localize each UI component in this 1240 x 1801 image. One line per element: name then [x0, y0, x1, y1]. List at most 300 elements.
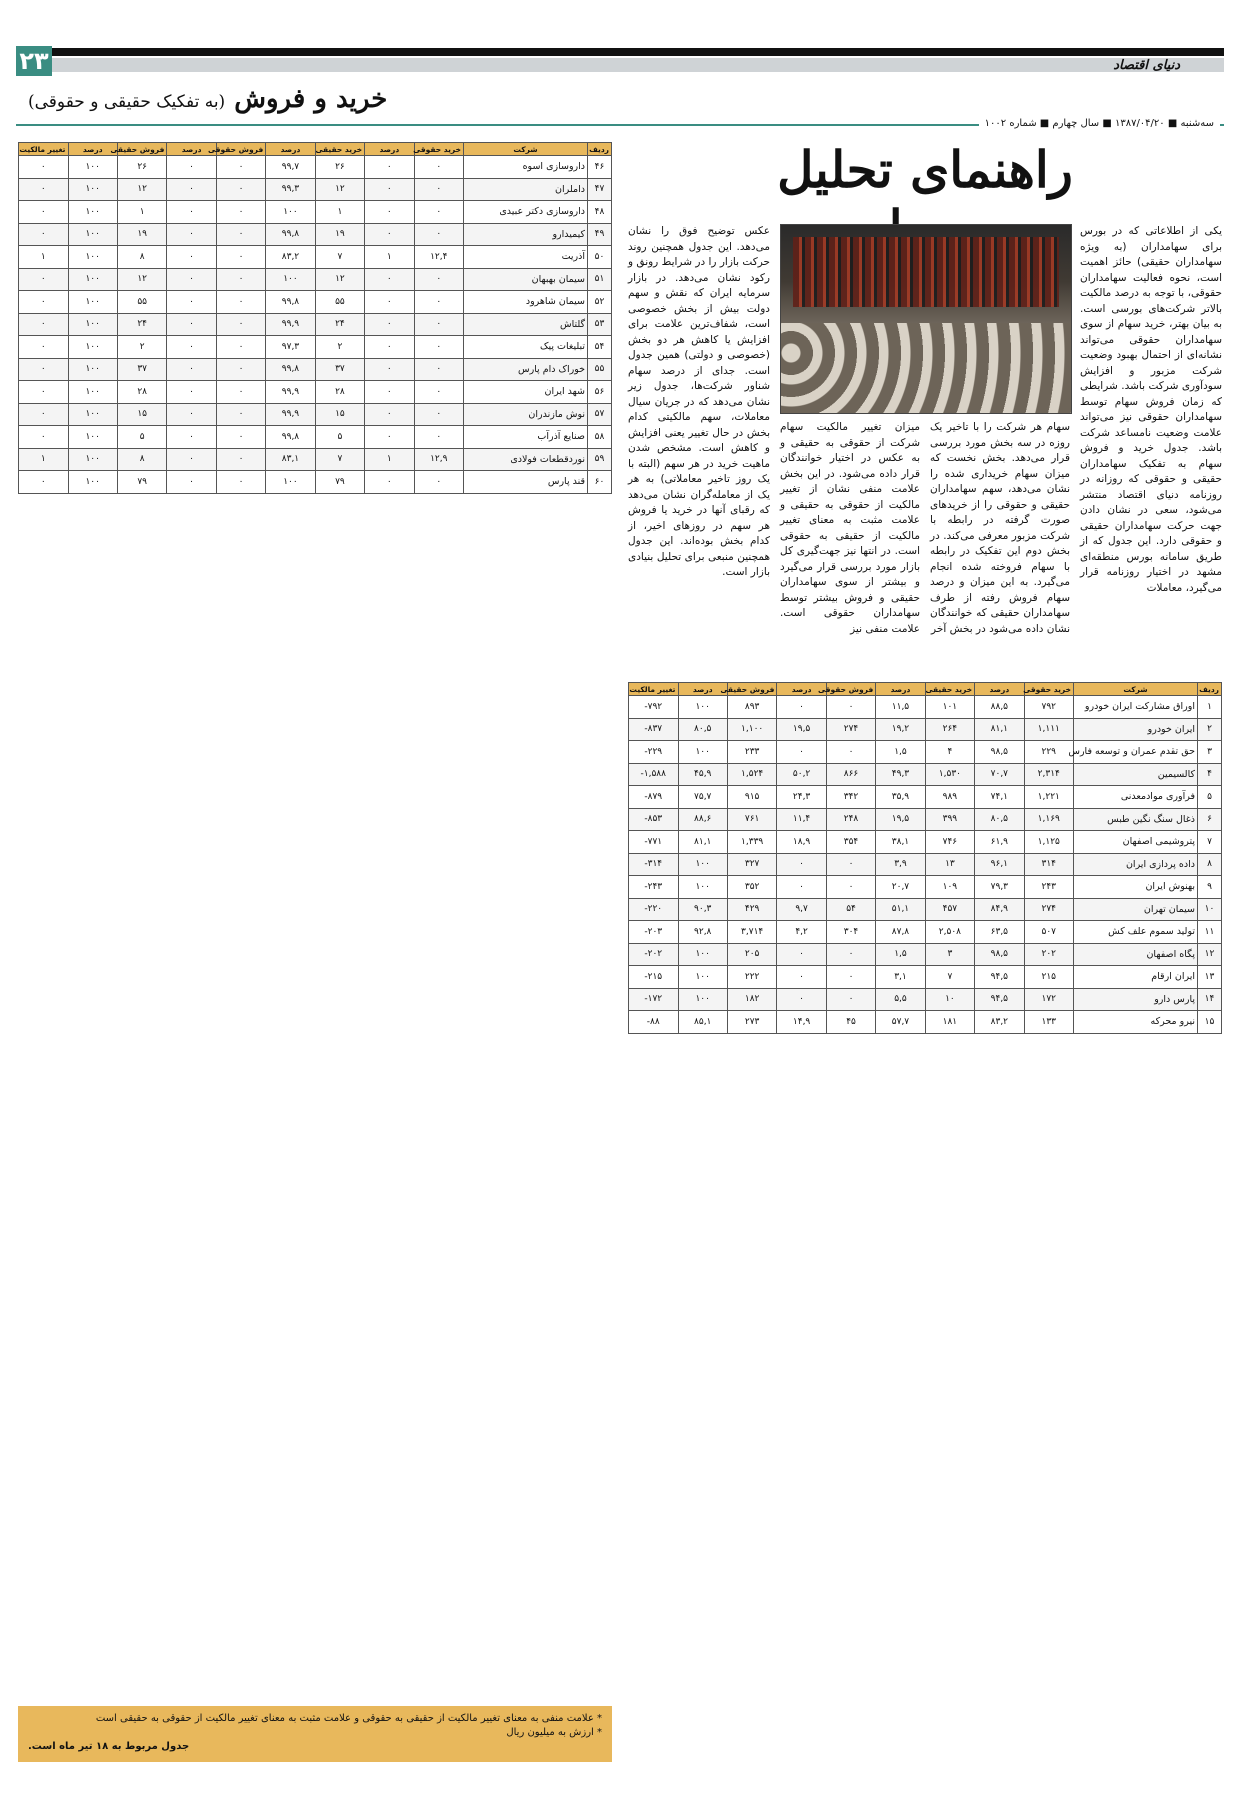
table-footnote: [18, 1706, 612, 1762]
table-cell: ۰: [826, 943, 875, 966]
table-cell: ۹۴,۵: [975, 966, 1024, 989]
article-column-1: یکی از اطلاعاتی که در بورس برای سهامداران (به ویژه سهامداران حقیقی) حائز اهمیت است، نحوه فعالیت سهامداران حقوقی، با توجه به درصد مالکیت بالاتر شرکت‌های بورسی است. به بیان بهتر، خرید سهام از سوی سهامداران حقوقی می‌تواند نشانه‌ای از احتمال بهبود وضعیت شرکت مزبور و افزایش سودآوری شرکت باشد. شرایطی که زمان فروش سهام توسط سهامداران حقوقی نیز می‌تواند علامت وضعیت نامساعد شرکت باشد. جدول خرید و فروش سهام به تفکیک سهامداران حقیقی و حقوقی که روزانه در روزنامه دنیای اقتصاد منتشر می‌شود، سعی در نشان دادن جهت حرکت سهامداران حقیقی و حقوقی دارد. این جدول که از طریق سامانه بورس منطقه‌ای مشهد در اختیار روزنامه قرار می‌گیرد، معاملات: [1080, 225, 1222, 594]
trade-table-right: [628, 682, 1222, 1034]
table-cell: ۱۰۰: [68, 223, 117, 246]
table-cell: ۹۶,۱: [975, 853, 1024, 876]
table-cell: ۳۰۴: [826, 921, 875, 944]
table-cell: ۹۹,۹: [266, 381, 315, 404]
table-cell: ۷۹۲: [1024, 696, 1073, 719]
table-cell: ۷: [315, 246, 364, 269]
table-cell: ۱۲,۹: [414, 448, 463, 471]
table-cell: ۹۹,۷: [266, 156, 315, 179]
header-cell: درصد: [68, 143, 117, 156]
header-cell: تغییر مالکیت: [19, 143, 69, 156]
table-cell: ۰: [777, 966, 826, 989]
table-cell: ۰: [167, 358, 216, 381]
table-cell: ۵۷,۷: [876, 1011, 925, 1034]
table-cell: ۸: [117, 448, 166, 471]
table-cell: ۸۸,۶: [678, 808, 727, 831]
table-row: [629, 1011, 1222, 1034]
table-cell: ۱۱: [1198, 921, 1222, 944]
table-row: [19, 381, 612, 404]
table-cell: ۰: [167, 381, 216, 404]
table-cell: ۰: [167, 313, 216, 336]
table-cell: ۵۱,۱: [876, 898, 925, 921]
table-cell: ۱۰۰: [68, 336, 117, 359]
table-cell: ۰: [167, 156, 216, 179]
header-cell: ردیف: [588, 143, 612, 156]
table-cell: ۹۹,۸: [266, 291, 315, 314]
company-name-cell: تولید سموم علف کش: [1074, 921, 1198, 944]
table-cell: ۵۴: [826, 898, 875, 921]
company-name-cell: کیمیدارو: [464, 223, 588, 246]
table-cell: ۰: [777, 853, 826, 876]
table-cell: ۸۸-: [629, 1011, 679, 1034]
table-cell: ۰: [19, 336, 69, 359]
company-name-cell: داده پردازی ایران: [1074, 853, 1198, 876]
table-cell: ۸۳۷-: [629, 718, 679, 741]
table-cell: ۰: [365, 201, 414, 224]
header-cell: ردیف: [1198, 683, 1222, 696]
table-cell: ۱۰۰: [68, 448, 117, 471]
table-cell: ۷۹۲-: [629, 696, 679, 719]
table-cell: ۲۱۵-: [629, 966, 679, 989]
table-cell: ۱۰۰: [68, 268, 117, 291]
company-name-cell: پارس دارو: [1074, 988, 1198, 1011]
article-column-4: عکس توضیح فوق را نشان می‌دهد. این جدول همچنین روند حرکت بازار را در شرایط رونق و رکود نشان می‌دهد. در بازار سرمایه ایران که نقش و سهم دولت بیش از بخش خصوصی است، شفاف‌ترین علامت برای افزایش یا کاهش هر دو بخش (خصوصی و دولتی) همین جدول است. جدای از درصد سهام شناور شرکت‌ها، جدول زیر نشان می‌دهد که در جریان سیال معاملات، سهم مالکیتی کدام بخش در حال تغییر یعنی افزایش و کاهش است. مشخص شدن ماهیت خرید در هر سهم (البته با یک روز تاخیر معاملاتی) به هر یک از معامله‌گران نشان می‌دهد که رقبای آنها در خرید یا فروش هر سهم در روزهای اخیر، از کدام بخش بوده‌اند. این جدول همچنین منبعی برای تحلیل بنیادی بازار است.: [628, 225, 770, 578]
table-cell: ۰: [777, 943, 826, 966]
table-cell: ۰: [414, 178, 463, 201]
table-cell: ۱۱,۵: [876, 696, 925, 719]
header-cell: فروش حقوقی: [216, 143, 265, 156]
table-cell: ۱,۱۶۹: [1024, 808, 1073, 831]
header-cell: فروش حقیقی: [727, 683, 776, 696]
table-cell: ۰: [777, 741, 826, 764]
header-cell: فروش حقوقی: [826, 683, 875, 696]
table-row: [629, 966, 1222, 989]
table-cell: ۷۹,۳: [975, 876, 1024, 899]
table-cell: ۰: [365, 381, 414, 404]
table-row: [19, 336, 612, 359]
header-cell: درصد: [678, 683, 727, 696]
table-row: [19, 291, 612, 314]
table-row: [629, 943, 1222, 966]
table-cell: ۱۹,۲: [876, 718, 925, 741]
table-cell: ۴: [925, 741, 974, 764]
company-name-cell: داروسازی اسوه: [464, 156, 588, 179]
table-cell: ۲۲۲: [727, 966, 776, 989]
table-cell: ۰: [167, 403, 216, 426]
table-cell: ۳,۹: [876, 853, 925, 876]
table-cell: ۱: [19, 246, 69, 269]
table-cell: ۰: [19, 358, 69, 381]
table-cell: ۰: [216, 291, 265, 314]
table-cell: ۲,۳۱۴: [1024, 763, 1073, 786]
header-cell: درصد: [365, 143, 414, 156]
table-cell: ۰: [216, 223, 265, 246]
table-cell: ۱۵: [1198, 1011, 1222, 1034]
table-cell: ۱۸۲: [727, 988, 776, 1011]
table-cell: ۰: [216, 426, 265, 449]
table-cell: ۷۴۶: [925, 831, 974, 854]
table-cell: ۱۰۰: [68, 426, 117, 449]
table-cell: ۱۰۰: [68, 403, 117, 426]
table-cell: ۱۰۰: [68, 246, 117, 269]
table-cell: ۱۰۰: [68, 178, 117, 201]
table-cell: ۱۸۱: [925, 1011, 974, 1034]
table-cell: ۰: [167, 336, 216, 359]
table-cell: ۰: [19, 471, 69, 494]
company-name-cell: تبلیغات پیک: [464, 336, 588, 359]
header-cell: درصد: [777, 683, 826, 696]
table-cell: ۱۰۰: [68, 358, 117, 381]
table-cell: ۸۱,۱: [678, 831, 727, 854]
table-cell: ۰: [777, 876, 826, 899]
table-cell: ۹۹,۳: [266, 178, 315, 201]
table-left-body: [19, 156, 612, 494]
table-cell: ۵۵: [117, 291, 166, 314]
table-cell: ۱۳: [925, 853, 974, 876]
table-cell: ۵۲: [588, 291, 612, 314]
table-cell: ۲۶: [315, 156, 364, 179]
table-cell: ۱۳۳: [1024, 1011, 1073, 1034]
header-cell: خرید حقوقی: [1024, 683, 1073, 696]
table-row: [629, 831, 1222, 854]
table-cell: ۲۶۴: [925, 718, 974, 741]
table-cell: ۴: [1198, 763, 1222, 786]
table-cell: ۲۴۳: [1024, 876, 1073, 899]
table-row: [629, 898, 1222, 921]
table-cell: ۰: [19, 403, 69, 426]
table-cell: ۲۲۰-: [629, 898, 679, 921]
table-cell: ۰: [167, 448, 216, 471]
top-bar: [52, 48, 1224, 56]
table-cell: ۶: [1198, 808, 1222, 831]
table-cell: ۵,۵: [876, 988, 925, 1011]
table-cell: ۲۷۴: [826, 718, 875, 741]
table-cell: ۱۳: [1198, 966, 1222, 989]
table-cell: ۲۲۹-: [629, 741, 679, 764]
table-cell: ۰: [365, 336, 414, 359]
footnote-date: جدول مربوط به ۱۸ تیر ماه است.: [28, 1741, 190, 1752]
company-name-cell: کالسیمین: [1074, 763, 1198, 786]
table-cell: ۱۰۰: [678, 876, 727, 899]
table-cell: ۱۹: [117, 223, 166, 246]
table-cell: ۵۰,۲: [777, 763, 826, 786]
table-cell: ۲: [117, 336, 166, 359]
footnote-line-1: * علامت منفی به معنای تغییر مالکیت از حقیقی به حقوقی و علامت مثبت به معنای تغییر مالکیت از حقوقی به حقیقی است: [95, 1713, 602, 1724]
table-cell: ۰: [414, 426, 463, 449]
table-cell: ۰: [216, 313, 265, 336]
table-cell: ۱۲: [315, 268, 364, 291]
table-cell: ۱۸,۹: [777, 831, 826, 854]
table-row: [19, 426, 612, 449]
table-cell: ۱۰۰: [68, 471, 117, 494]
header-cell: درصد: [975, 683, 1024, 696]
header-cell: درصد: [167, 143, 216, 156]
table-cell: ۲,۵۰۸: [925, 921, 974, 944]
table-cell: ۸۵,۱: [678, 1011, 727, 1034]
table-cell: ۲۰۲-: [629, 943, 679, 966]
table-cell: ۹۹,۸: [266, 426, 315, 449]
table-cell: ۵۳: [588, 313, 612, 336]
table-cell: ۰: [826, 741, 875, 764]
table-cell: ۹۹,۹: [266, 403, 315, 426]
table-cell: ۰: [216, 336, 265, 359]
table-cell: ۷۷۱-: [629, 831, 679, 854]
table-cell: ۹۹,۸: [266, 358, 315, 381]
table-cell: ۱: [365, 246, 414, 269]
footnote-line-2: * ارزش به میلیون ریال: [506, 1727, 602, 1738]
footnote-notes: [96, 1712, 602, 1740]
table-cell: ۰: [414, 336, 463, 359]
table-cell: ۱۹,۵: [876, 808, 925, 831]
table-cell: ۵۵: [588, 358, 612, 381]
table-cell: ۰: [826, 696, 875, 719]
table-cell: ۶۱,۹: [975, 831, 1024, 854]
table-cell: ۸۵۳-: [629, 808, 679, 831]
table-cell: ۸: [117, 246, 166, 269]
ticker-board: [793, 237, 1059, 307]
table-cell: ۰: [414, 403, 463, 426]
company-name-cell: صنایع آذرآب: [464, 426, 588, 449]
table-cell: ۰: [777, 696, 826, 719]
company-name-cell: ایران ارقام: [1074, 966, 1198, 989]
company-name-cell: پتروشیمی اصفهان: [1074, 831, 1198, 854]
company-name-cell: سیمان بهبهان: [464, 268, 588, 291]
newspaper-brand: دنیای اقتصاد: [1113, 58, 1180, 73]
table-cell: ۲۲۹: [1024, 741, 1073, 764]
table-cell: ۰: [216, 246, 265, 269]
dateline: سه‌شنبه ■ ۱۳۸۷/۰۴/۲۰ ■ سال چهارم ■ شماره ۱۰۰۲: [979, 118, 1220, 129]
table-cell: ۱,۵: [876, 741, 925, 764]
table-row: [19, 223, 612, 246]
table-cell: ۳۲۷: [727, 853, 776, 876]
article-headline: راهنمای تحلیل: [777, 140, 1073, 199]
table-cell: ۰: [19, 268, 69, 291]
table-cell: ۱۰۰: [678, 966, 727, 989]
table-cell: ۲: [1198, 718, 1222, 741]
table-cell: ۷۹: [315, 471, 364, 494]
company-name-cell: سیمان تهران: [1074, 898, 1198, 921]
table-cell: ۱,۵۸۸-: [629, 763, 679, 786]
table-cell: ۰: [167, 246, 216, 269]
table-cell: ۳۷: [315, 358, 364, 381]
table-cell: ۰: [167, 201, 216, 224]
crowd: [781, 323, 1071, 413]
table-cell: ۱۰۰: [68, 381, 117, 404]
table-cell: ۵۶: [588, 381, 612, 404]
header-cell: خرید حقوقی: [414, 143, 463, 156]
table-cell: ۱۲: [117, 178, 166, 201]
table-cell: ۰: [826, 966, 875, 989]
table-cell: ۸۸,۵: [975, 696, 1024, 719]
table-cell: ۴۹: [588, 223, 612, 246]
header-cell: فروش حقیقی: [117, 143, 166, 156]
table-cell: ۴۵: [826, 1011, 875, 1034]
table-cell: ۵۱: [588, 268, 612, 291]
table-cell: ۲۰,۷: [876, 876, 925, 899]
table-cell: ۳۱۴-: [629, 853, 679, 876]
table-cell: ۰: [414, 156, 463, 179]
table-cell: ۱۲: [1198, 943, 1222, 966]
table-cell: ۰: [365, 291, 414, 314]
header-cell: درصد: [266, 143, 315, 156]
table-cell: ۵: [117, 426, 166, 449]
table-cell: ۳۵,۹: [876, 786, 925, 809]
table-row: [19, 358, 612, 381]
table-cell: ۰: [167, 268, 216, 291]
table-cell: ۲۴,۳: [777, 786, 826, 809]
table-cell: ۸۷,۸: [876, 921, 925, 944]
table-cell: ۱۲: [315, 178, 364, 201]
table-cell: ۲۴۸: [826, 808, 875, 831]
table-cell: ۲۴: [117, 313, 166, 336]
table-cell: ۱,۲۲۱: [1024, 786, 1073, 809]
table-row: [629, 921, 1222, 944]
section-title: [28, 84, 387, 114]
table-cell: ۱: [365, 448, 414, 471]
header-cell: تغییر مالکیت: [629, 683, 679, 696]
table-cell: ۵۴: [588, 336, 612, 359]
table-cell: ۱۰۰: [678, 988, 727, 1011]
table-cell: ۰: [216, 471, 265, 494]
table-cell: ۰: [216, 268, 265, 291]
table-cell: ۱۲,۴: [414, 246, 463, 269]
company-name-cell: خوراک دام پارس: [464, 358, 588, 381]
table-row: [19, 313, 612, 336]
header-cell: درصد: [876, 683, 925, 696]
table-row: [19, 201, 612, 224]
table-cell: ۰: [167, 178, 216, 201]
table-cell: ۰: [365, 223, 414, 246]
table-cell: ۵۰: [588, 246, 612, 269]
table-cell: ۱۰۰: [68, 291, 117, 314]
table-row: [19, 471, 612, 494]
table-cell: ۲۷۴: [1024, 898, 1073, 921]
table-cell: ۱,۵۲۴: [727, 763, 776, 786]
table-cell: ۱۹: [315, 223, 364, 246]
table-header-row: [629, 683, 1222, 696]
table-cell: ۱۴,۹: [777, 1011, 826, 1034]
table-cell: ۵۸: [588, 426, 612, 449]
table-cell: ۱۰۰: [68, 201, 117, 224]
table-cell: ۷۰,۷: [975, 763, 1024, 786]
table-cell: ۰: [216, 403, 265, 426]
company-name-cell: نیرو محرکه: [1074, 1011, 1198, 1034]
table-cell: ۲۶: [117, 156, 166, 179]
article-column-2: سهام هر شرکت را با تاخیر یک روزه در سه بخش مورد بررسی قرار می‌دهد. بخش نخست که میزان سهام خریداری شده را نشان می‌دهد، سهم سهامداران حقیقی و حقوقی را از خریدهای صورت گرفته در رابطه با شرکت مزبور معرفی می‌کند. در بخش دوم این تفکیک در رابطه با سهام فروخته شده انجام می‌گیرد. به این میزان و درصد سهام فروش رفته از طرف سهامداران حقیقی که خوانندگان نشان داده می‌شود در بخش آخر: [930, 421, 1070, 635]
table-cell: ۲۸: [315, 381, 364, 404]
table-cell: ۱,۳۳۹: [727, 831, 776, 854]
table-cell: ۲۰۲: [1024, 943, 1073, 966]
table-cell: ۷: [1198, 831, 1222, 854]
table-cell: ۰: [414, 381, 463, 404]
company-name-cell: داروسازی دکتر عبیدی: [464, 201, 588, 224]
table-cell: ۹۹,۸: [266, 223, 315, 246]
table-row: [19, 448, 612, 471]
table-cell: ۷: [925, 966, 974, 989]
table-cell: ۰: [19, 201, 69, 224]
table-row: [19, 246, 612, 269]
table-cell: ۰: [216, 381, 265, 404]
table-row: [629, 988, 1222, 1011]
table-cell: ۶۰: [588, 471, 612, 494]
table-cell: ۹۸۹: [925, 786, 974, 809]
table-cell: ۵۰۷: [1024, 921, 1073, 944]
table-cell: ۸۰,۵: [678, 718, 727, 741]
table-cell: ۲۳۳: [727, 741, 776, 764]
company-name-cell: پگاه اصفهان: [1074, 943, 1198, 966]
table-cell: ۴۲۹: [727, 898, 776, 921]
table-cell: ۰: [414, 313, 463, 336]
table-cell: ۳,۷۱۴: [727, 921, 776, 944]
table-cell: ۱: [1198, 696, 1222, 719]
table-cell: ۳۱۴: [1024, 853, 1073, 876]
article-column-3: میزان تغییر مالکیت سهام شرکت از حقوقی به حقیقی و به عکس در اختیار خوانندگان قرار داده می‌شود. در این بخش علامت منفی نشان از تغییر مالکیت از حقوقی به حقیقی و علامت مثبت به معنای تغییر مالکیت از حقیقی به حقوقی است. در انتها نیز جهت‌گیری کل بازار مورد بررسی قرار می‌گیرد و بیشتر از سوی سهامداران حقیقی و فروش بیشتر توسط سهامداران حقوقی است. علامت منفی نیز: [780, 421, 920, 635]
company-name-cell: آذریت: [464, 246, 588, 269]
table-cell: ۱۰۰: [678, 741, 727, 764]
table-cell: ۹۸,۵: [975, 943, 1024, 966]
table-cell: ۵: [315, 426, 364, 449]
table-cell: ۹۹,۹: [266, 313, 315, 336]
table-cell: ۹: [1198, 876, 1222, 899]
table-row: [629, 741, 1222, 764]
table-cell: ۸۶۶: [826, 763, 875, 786]
table-row: [629, 763, 1222, 786]
table-cell: ۰: [365, 358, 414, 381]
table-cell: ۵۷: [588, 403, 612, 426]
stock-exchange-photo: [780, 224, 1072, 414]
table-cell: ۷۹: [117, 471, 166, 494]
table-cell: ۷: [315, 448, 364, 471]
table-cell: ۰: [19, 178, 69, 201]
table-row: [629, 808, 1222, 831]
table-cell: ۸۱,۱: [975, 718, 1024, 741]
table-cell: ۸۰,۵: [975, 808, 1024, 831]
table-row: [629, 876, 1222, 899]
table-cell: ۹,۷: [777, 898, 826, 921]
table-cell: ۱۰۰: [678, 696, 727, 719]
table-cell: ۱,۵: [876, 943, 925, 966]
table-cell: ۱۵: [315, 403, 364, 426]
section-title-sub: (به تفکیک حقیقی و حقوقی): [28, 92, 226, 112]
section-title-main: خرید و فروش: [234, 84, 388, 114]
table-row: [629, 718, 1222, 741]
table-cell: ۰: [19, 291, 69, 314]
table-cell: ۰: [365, 156, 414, 179]
table-cell: ۱۹,۵: [777, 718, 826, 741]
company-name-cell: بهنوش ایران: [1074, 876, 1198, 899]
company-name-cell: حق تقدم عمران و توسعه فارس: [1074, 741, 1198, 764]
table-cell: ۰: [216, 201, 265, 224]
table-cell: ۲۷۳: [727, 1011, 776, 1034]
table-cell: ۰: [826, 876, 875, 899]
table-cell: ۶۳,۵: [975, 921, 1024, 944]
table-row: [19, 178, 612, 201]
table-cell: ۴۸: [588, 201, 612, 224]
table-cell: ۱۰۰: [266, 471, 315, 494]
table-cell: ۰: [414, 268, 463, 291]
company-name-cell: نوش مازندران: [464, 403, 588, 426]
table-cell: ۳: [1198, 741, 1222, 764]
table-cell: ۱,۱۰۰: [727, 718, 776, 741]
table-cell: ۰: [19, 426, 69, 449]
table-cell: ۰: [365, 268, 414, 291]
table-cell: ۰: [414, 223, 463, 246]
company-name-cell: قند پارس: [464, 471, 588, 494]
table-cell: ۰: [365, 403, 414, 426]
